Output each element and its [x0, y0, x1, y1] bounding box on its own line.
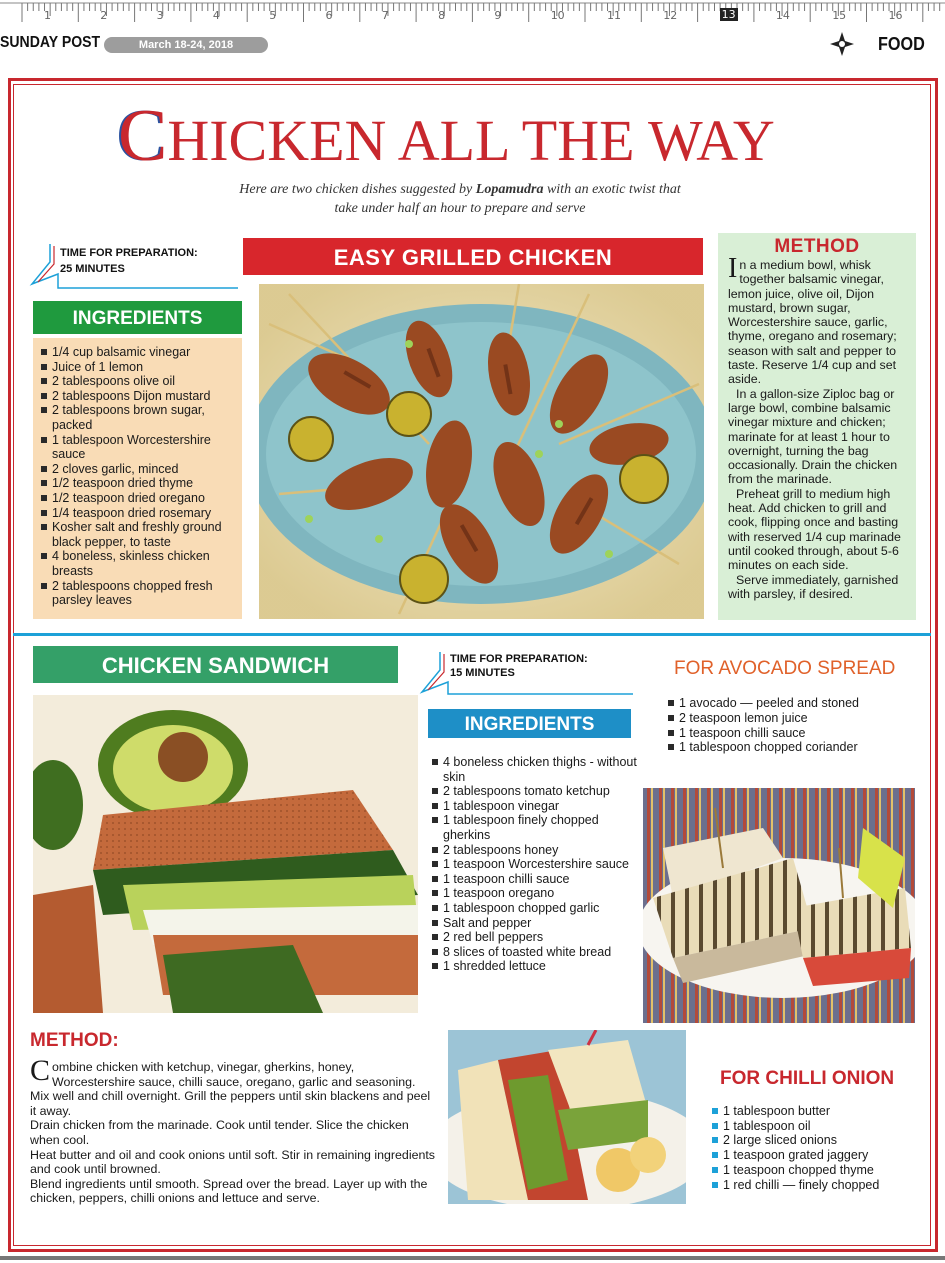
- list-item: 2 tablespoons tomato ketchup: [432, 784, 637, 799]
- title-initial: C: [118, 95, 168, 177]
- grilled-ingredients-list: [41, 345, 236, 608]
- grilled-method-para-1: [718, 253, 916, 387]
- sandwich-ingredients-heading: INGREDIENTS: [428, 709, 631, 738]
- grilled-ingredients-box: [33, 338, 242, 619]
- sandwich-ingredients-list: [432, 755, 637, 974]
- sandwich-method: [30, 1030, 435, 1206]
- grilled-chicken-photo: [259, 284, 704, 619]
- ruler-number: 16: [888, 9, 903, 22]
- grilled-time-badge: [28, 240, 238, 288]
- section-divider: [13, 633, 931, 636]
- sandwich-method-text-1: ombine chicken with ketchup, vinegar, gherkins, honey, Worcestershire sauce, chilli sauce, oregano, garlic and seasoning. Mix well and chill overnight. Grill the peppers until skin blackens and peel it away.: [30, 1060, 431, 1118]
- page-ruler: [0, 0, 945, 26]
- intro-text-end: with an exotic twist that: [543, 182, 681, 197]
- list-item: 1 tablespoon butter: [712, 1104, 922, 1119]
- list-item: 2 tablespoons brown sugar, packed: [41, 403, 236, 432]
- bottom-rule: [0, 1256, 945, 1260]
- article-intro: [150, 180, 770, 218]
- list-item: 1 teaspoon Worcestershire sauce: [432, 857, 637, 872]
- sandwich-photo: [33, 695, 418, 1013]
- section-name: FOOD: [878, 34, 925, 54]
- masthead: [0, 34, 945, 56]
- sandwich-method-para-2: Drain chicken from the marinade. Cook until tender. Slice the chicken when cool.: [30, 1118, 409, 1147]
- sandwich-method-para-4: Blend ingredients until smooth. Spread over the bread. Layer up with the chicken, peppers, chilli onions and lettuce and serve.: [30, 1176, 428, 1206]
- grilled-ingredients-heading: INGREDIENTS: [33, 301, 242, 334]
- list-item: Juice of 1 lemon: [41, 360, 236, 375]
- list-item: 1 teaspoon chilli sauce: [668, 726, 918, 741]
- list-item: 1 teaspoon chilli sauce: [432, 872, 637, 887]
- sandwich-method-para-1: [30, 1054, 435, 1118]
- ruler-number: 5: [269, 9, 277, 22]
- list-item: 2 tablespoons Dijon mustard: [41, 389, 236, 404]
- list-item: 1 tablespoon chopped coriander: [668, 740, 918, 755]
- list-item: 1/4 teaspoon dried rosemary: [41, 506, 236, 521]
- ruler-number: 11: [607, 9, 621, 22]
- list-item: 8 slices of toasted white bread: [432, 945, 637, 960]
- sandwich-title-banner: CHICKEN SANDWICH: [33, 646, 398, 683]
- grilled-title-banner: EASY GRILLED CHICKEN: [243, 238, 703, 275]
- avocado-spread-heading: FOR AVOCADO SPREAD: [674, 658, 896, 679]
- list-item: 2 tablespoons olive oil: [41, 374, 236, 389]
- title-rest: HICKEN ALL THE WAY: [167, 108, 775, 173]
- avocado-spread-list: [668, 696, 918, 755]
- sandwich-time-value: 15 MINUTES: [450, 667, 515, 679]
- list-item: 4 boneless chicken thighs - without skin: [432, 755, 637, 784]
- ruler-number: 10: [550, 9, 565, 22]
- sandwich-method-heading: METHOD:: [30, 1030, 119, 1051]
- panini-photo: [643, 788, 915, 1023]
- sandwich-time-badge: [418, 648, 633, 700]
- list-item: 1/4 cup balsamic vinegar: [41, 345, 236, 360]
- grilled-method-dropcap: I: [728, 253, 738, 284]
- list-item: 1 tablespoon finely chopped gherkins: [432, 813, 637, 842]
- article-title: [118, 94, 818, 177]
- sandwich-ingredients-box: [432, 755, 637, 974]
- ruler-number: 3: [156, 9, 164, 22]
- ruler-number: 7: [381, 9, 389, 22]
- intro-line-2: take under half an hour to prepare and serve: [334, 201, 586, 216]
- ruler-number: 6: [325, 9, 333, 22]
- grilled-method-text-1: n a medium bowl, whisk together balsamic vinegar, lemon juice, olive oil, Dijon mustard, brown sugar, Worcestershire sauce, garlic, thyme, oregano and rosemary; season with salt and pepper to taste. Reserve 1/4 cup and set aside.: [728, 258, 897, 387]
- ruler-number: 14: [775, 9, 790, 22]
- chilli-onion-box: [712, 1104, 922, 1192]
- list-item: 1 tablespoon Worcestershire sauce: [41, 433, 236, 462]
- list-item: 1 red chilli — finely chopped: [712, 1178, 922, 1193]
- grilled-method-heading: METHOD: [774, 236, 860, 257]
- list-item: 1 teaspoon chopped thyme: [712, 1163, 922, 1178]
- ruler-number: 2: [100, 9, 108, 22]
- sandwich-image: [33, 695, 418, 1013]
- list-item: 1 tablespoon oil: [712, 1119, 922, 1134]
- list-item: 1 teaspoon oregano: [432, 886, 637, 901]
- publication-name: SUNDAY POST: [0, 34, 101, 51]
- panini-image: [643, 788, 915, 1023]
- issue-date: March 18-24, 2018: [104, 37, 268, 53]
- list-item: 2 tablespoons honey: [432, 843, 637, 858]
- ruler-number: 13: [721, 8, 736, 21]
- grilled-chicken-image: [259, 284, 704, 619]
- ruler-number: 9: [494, 9, 502, 22]
- compass-icon: [830, 32, 854, 56]
- list-item: 1/2 teaspoon dried thyme: [41, 476, 236, 491]
- list-item: 1 avocado — peeled and stoned: [668, 696, 918, 711]
- grilled-method-para-2: In a gallon-size Ziploc bag or large bowl, combine balsamic vinegar mixture and chicken; marinate for at least 1 hour to overnight, turning the bag occasionally. Drain the chicken from the marinade.: [728, 386, 898, 487]
- grilled-method-box: [718, 233, 916, 620]
- list-item: Kosher salt and freshly ground black pepper, to taste: [41, 520, 236, 549]
- list-item: 2 large sliced onions: [712, 1133, 922, 1148]
- list-item: 1 tablespoon vinegar: [432, 799, 637, 814]
- ruler-number: 4: [212, 9, 220, 22]
- ruler-ticks: [0, 0, 945, 26]
- club-sandwich-photo: [448, 1030, 686, 1204]
- sandwich-method-dropcap: C: [30, 1054, 51, 1087]
- chilli-onion-list: [712, 1104, 922, 1192]
- grilled-time-label: TIME FOR PREPARATION:: [60, 247, 198, 259]
- sandwich-time-label: TIME FOR PREPARATION:: [450, 653, 588, 665]
- list-item: 2 tablespoons chopped fresh parsley leaves: [41, 579, 236, 608]
- list-item: 1/2 teaspoon dried oregano: [41, 491, 236, 506]
- ruler-number: 15: [832, 9, 847, 22]
- grilled-time-value: 25 MINUTES: [60, 263, 125, 275]
- list-item: 2 red bell peppers: [432, 930, 637, 945]
- list-item: Salt and pepper: [432, 916, 637, 931]
- chilli-onion-heading: FOR CHILLI ONION: [720, 1068, 895, 1089]
- list-item: 1 teaspoon grated jaggery: [712, 1148, 922, 1163]
- ruler-number: 8: [438, 9, 446, 22]
- grilled-method-para-3: Preheat grill to medium high heat. Add chicken to grill and cook, flipping once and basting with reserved 1/4 cup marinade until cooked through, about 5-6 minutes on each side.: [728, 486, 901, 573]
- club-sandwich-image: [448, 1030, 686, 1204]
- sandwich-method-para-3: Heat butter and oil and cook onions until soft. Stir in remaining ingredients and cook until browned.: [30, 1147, 435, 1177]
- list-item: 2 teaspoon lemon juice: [668, 711, 918, 726]
- ruler-number: 12: [663, 9, 678, 22]
- ruler-number: 1: [44, 9, 51, 22]
- list-item: 1 shredded lettuce: [432, 959, 637, 974]
- intro-text: Here are two chicken dishes suggested by: [239, 182, 476, 197]
- list-item: 4 boneless, skinless chicken breasts: [41, 549, 236, 578]
- grilled-method-para-4: Serve immediately, garnished with parsley, if desired.: [728, 572, 899, 601]
- intro-author: Lopamudra: [475, 182, 544, 197]
- list-item: 2 cloves garlic, minced: [41, 462, 236, 477]
- list-item: 1 tablespoon chopped garlic: [432, 901, 637, 916]
- avocado-spread-box: [668, 696, 918, 755]
